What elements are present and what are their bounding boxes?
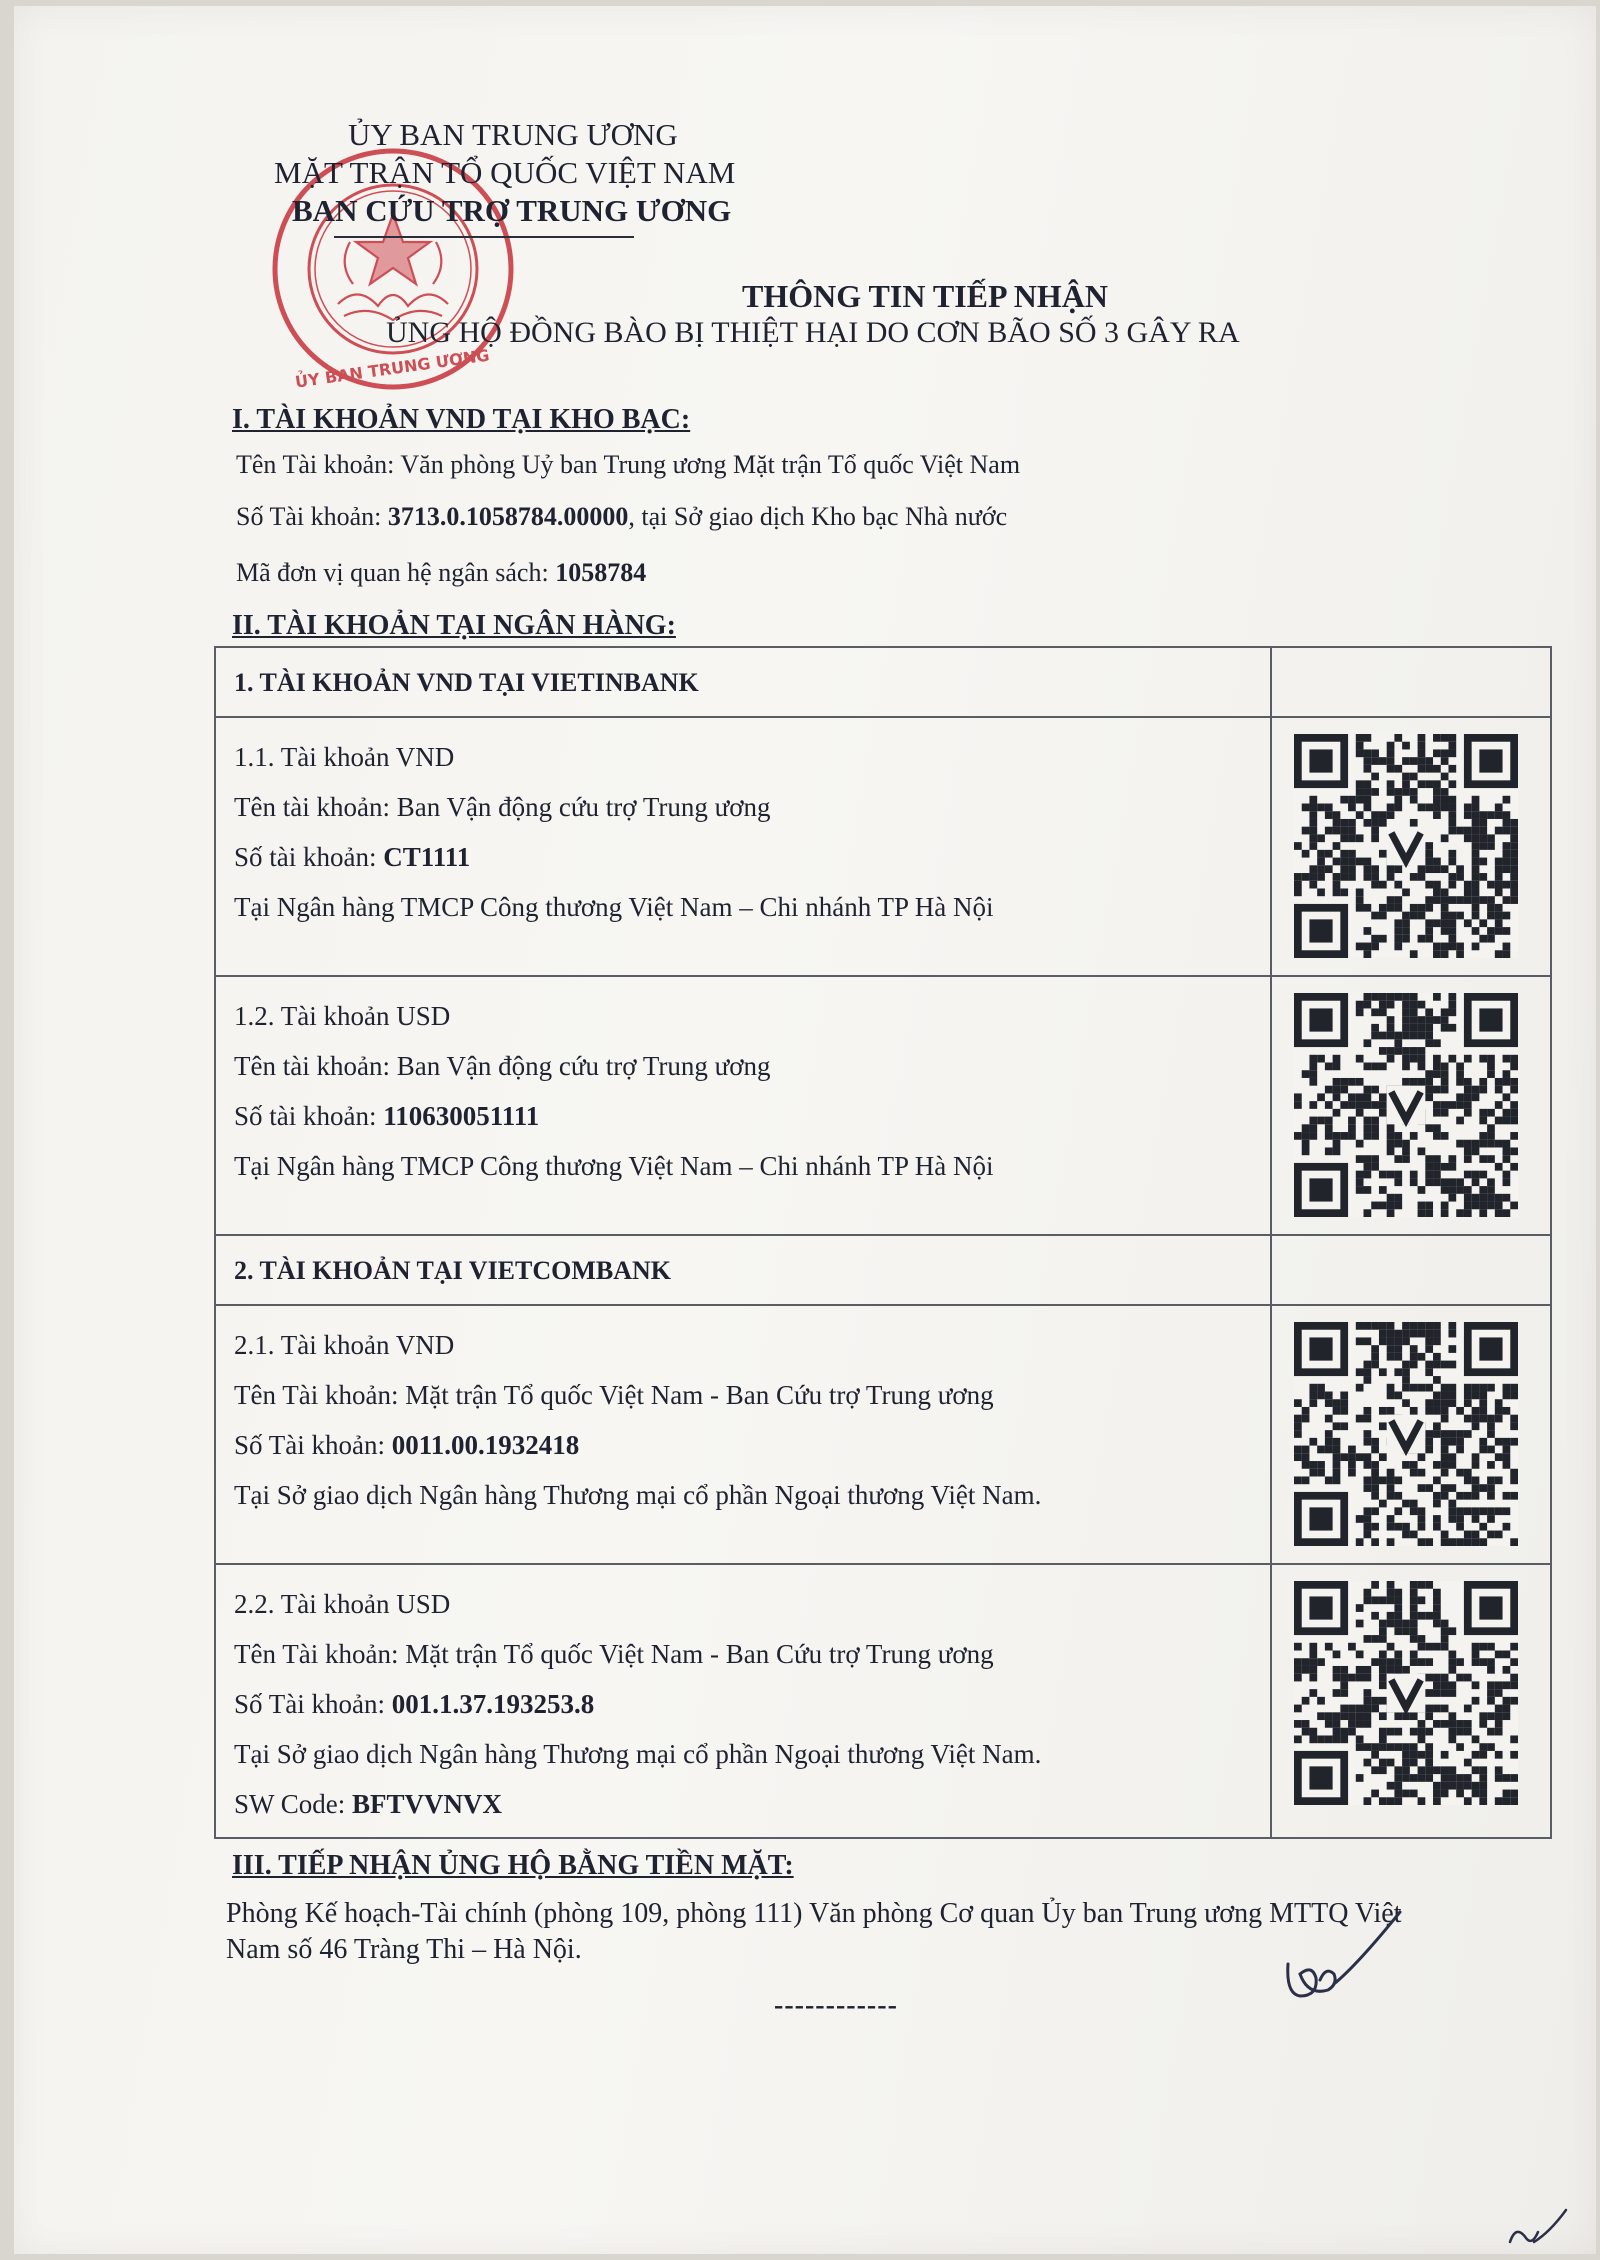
- treasury-account-number: Số Tài khoản: 3713.0.1058784.00000, tại Sở giao dịch Kho bạc Nhà nước: [236, 502, 1008, 531]
- empty-cell: [1271, 647, 1551, 717]
- section-1-heading: I. TÀI KHOẢN VND TẠI KHO BẠC:: [232, 404, 691, 435]
- table-row: [215, 1305, 1551, 1564]
- account-name: Tên Tài khoản: Mặt trận Tổ quốc Việt Nam - Ban Cứu trợ Trung ương: [234, 1380, 994, 1410]
- vietcombank-usd-account: [215, 1564, 1271, 1838]
- account-number: Số tài khoản: CT1111: [234, 842, 471, 872]
- qr-code-icon: [1294, 1322, 1518, 1546]
- account-title: 2.2. Tài khoản USD: [234, 1589, 451, 1619]
- qr-code-icon: [1294, 734, 1518, 958]
- qr-cell: [1271, 976, 1551, 1235]
- account-name: Tên tài khoản: Ban Vận động cứu trợ Trung ương: [234, 1051, 771, 1081]
- org-line-2: MẶT TRẬN TỔ QUỐC VIỆT NAM: [274, 155, 736, 190]
- account-bank: Tại Ngân hàng TMCP Công thương Việt Nam – Chi nhánh TP Hà Nội: [234, 892, 994, 922]
- account-name: Tên tài khoản: Ban Vận động cứu trợ Trung ương: [234, 792, 771, 822]
- table-row: [215, 717, 1551, 976]
- treasury-account-number-value: 3713.0.1058784.00000: [387, 502, 629, 531]
- account-number-value: 110630051111: [383, 1101, 540, 1131]
- empty-cell: [1271, 1235, 1551, 1305]
- account-title: 1.2. Tài khoản USD: [234, 1001, 451, 1031]
- section-2-heading: II. TÀI KHOẢN TẠI NGÂN HÀNG:: [232, 610, 676, 641]
- seal-text: ỦY BAN TRUNG ƯƠNG: [293, 345, 491, 392]
- end-divider: ------------: [774, 1990, 898, 2021]
- vietcombank-vnd-account: [215, 1305, 1271, 1564]
- org-underline: [334, 236, 634, 238]
- initials-mark-icon: [1504, 2202, 1574, 2252]
- account-number-value: 001.1.37.193253.8: [391, 1689, 595, 1719]
- table-row: [215, 1235, 1551, 1305]
- document-page: [14, 6, 1596, 2254]
- vietinbank-usd-account: [215, 976, 1271, 1235]
- account-number: Số tài khoản: 110630051111: [234, 1101, 540, 1131]
- account-title: 1.1. Tài khoản VND: [234, 742, 455, 772]
- table-row: [215, 1564, 1551, 1838]
- org-line-1: ỦY BAN TRUNG ƯƠNG: [348, 117, 678, 152]
- qr-code-icon: [1294, 1581, 1518, 1805]
- bank-accounts-table: [214, 646, 1552, 1839]
- treasury-account-name: Tên Tài khoản: Văn phòng Uỷ ban Trung ương Mặt trận Tổ quốc Việt Nam: [236, 450, 1021, 479]
- vietinbank-vnd-account: [215, 717, 1271, 976]
- document-subtitle: ỦNG HỘ ĐỒNG BÀO BỊ THIỆT HẠI DO CƠN BÃO SỐ 3 GÂY RA: [386, 316, 1240, 349]
- swift-code-value: BFTVVNVX: [352, 1789, 503, 1819]
- document-title: THÔNG TIN TIẾP NHẬN: [741, 278, 1108, 314]
- account-number: Số Tài khoản: 0011.00.1932418: [234, 1430, 580, 1460]
- account-bank: Tại Sở giao dịch Ngân hàng Thương mại cổ phần Ngoại thương Việt Nam.: [234, 1480, 1042, 1510]
- budget-unit-code-value: 1058784: [555, 558, 647, 587]
- section-3-heading: III. TIẾP NHẬN ỦNG HỘ BẰNG TIỀN MẶT:: [232, 1850, 794, 1881]
- qr-code-icon: [1294, 993, 1518, 1217]
- budget-unit-code: Mã đơn vị quan hệ ngân sách: 1058784: [236, 558, 647, 587]
- account-number-value: 0011.00.1932418: [391, 1430, 580, 1460]
- qr-cell: [1271, 1305, 1551, 1564]
- vietinbank-heading: 1. TÀI KHOẢN VND TẠI VIETINBANK: [215, 647, 1271, 717]
- account-number: Số Tài khoản: 001.1.37.193253.8: [234, 1689, 595, 1719]
- cash-donation-location: Phòng Kế hoạch-Tài chính (phòng 109, phòng 111) Văn phòng Cơ quan Ủy ban Trung ương MTTQ Việt Nam số 46 Tràng Thi – Hà Nội.: [226, 1898, 1402, 1965]
- account-title: 2.1. Tài khoản VND: [234, 1330, 455, 1360]
- org-line-3: BAN CỨU TRỢ TRUNG ƯƠNG: [292, 193, 732, 228]
- table-row: [215, 647, 1551, 717]
- account-bank: Tại Sở giao dịch Ngân hàng Thương mại cổ phần Ngoại thương Việt Nam.: [234, 1739, 1042, 1769]
- table-row: [215, 976, 1551, 1235]
- qr-cell: [1271, 1564, 1551, 1838]
- swift-code: SW Code: BFTVVNVX: [234, 1789, 503, 1819]
- account-bank: Tại Ngân hàng TMCP Công thương Việt Nam – Chi nhánh TP Hà Nội: [234, 1151, 994, 1181]
- account-name: Tên Tài khoản: Mặt trận Tổ quốc Việt Nam - Ban Cứu trợ Trung ương: [234, 1639, 994, 1669]
- vietcombank-heading: 2. TÀI KHOẢN TẠI VIETCOMBANK: [215, 1235, 1271, 1305]
- qr-cell: [1271, 717, 1551, 976]
- account-number-value: CT1111: [383, 842, 471, 872]
- issuing-organization: [274, 116, 735, 238]
- handwritten-signature-icon: [1278, 1904, 1408, 2014]
